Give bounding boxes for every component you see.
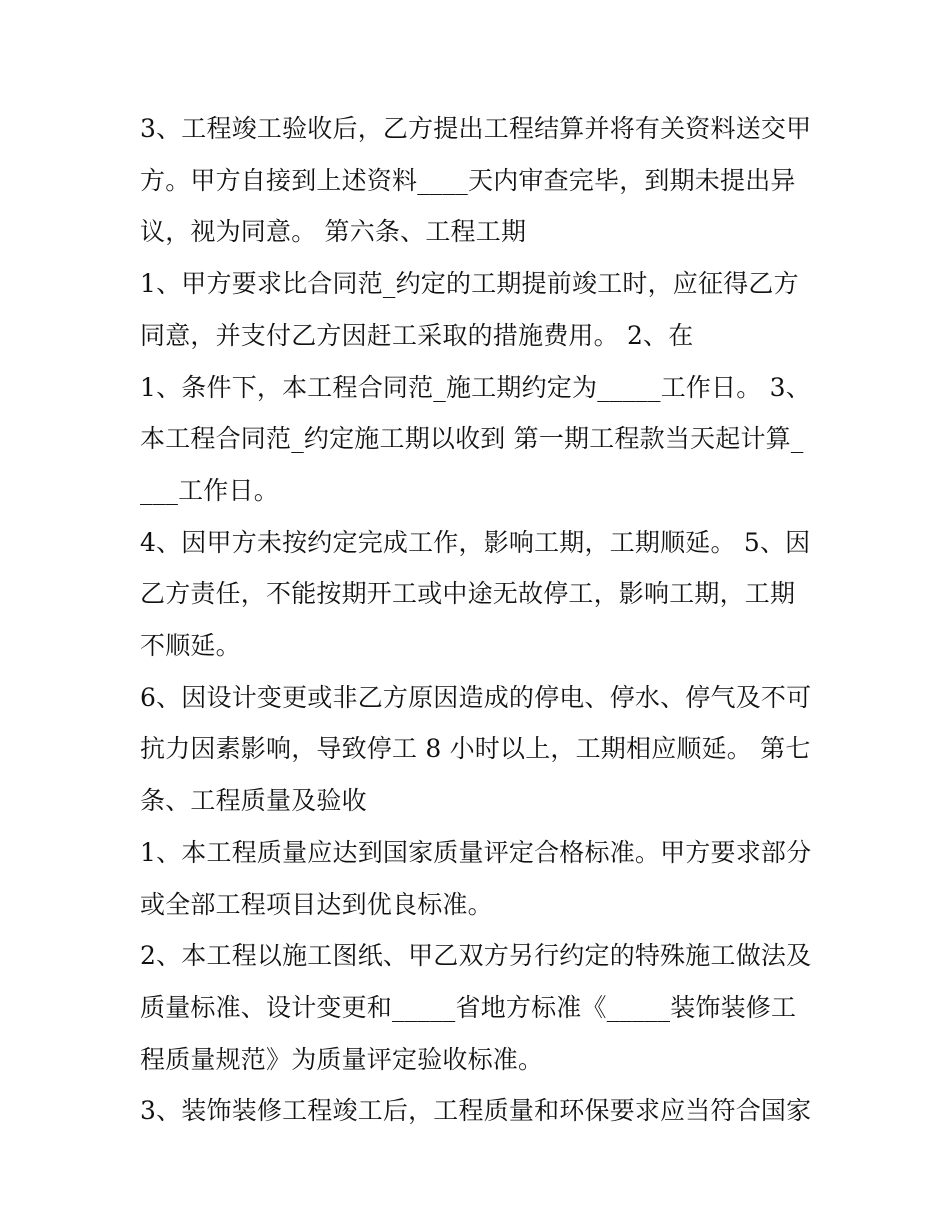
paragraph-completion-settlement: 3、工程竣工验收后，乙方提出工程结算并将有关资料送交甲方。甲方自接到上述资料____天内审查完毕，到期未提出异议，视为同意。 第六条、工程工期 xyxy=(140,114,812,247)
paragraph-environmental-requirements: 3、装饰装修工程竣工后，工程质量和环保要求应当符合国家 xyxy=(140,1096,812,1126)
paragraph-quality-standard: 1、本工程质量应达到国家质量评定合格标准。甲方要求部分或全部工程项目达到优良标准。 xyxy=(140,837,812,919)
document-body xyxy=(140,103,812,1137)
paragraph-acceptance-criteria: 2、本工程以施工图纸、甲乙双方另行约定的特殊施工做法及质量标准、设计变更和_____省地方标准《_____装饰装修工程质量规范》为质量评定验收标准。 xyxy=(140,941,812,1074)
paragraph-force-majeure: 6、因设计变更或非乙方原因造成的停电、停水、停气及不可抗力因素影响，导致停工 8 小时以上，工期相应顺延。 第七条、工程质量及验收 xyxy=(140,682,812,816)
paragraph-delay-responsibility: 4、因甲方未按约定完成工作，影响工期，工期顺延。 5、因乙方责任，不能按期开工或中途无故停工，影响工期，工期不顺延。 xyxy=(140,527,811,661)
paragraph-early-completion: 1、甲方要求比合同范_约定的工期提前竣工时，应征得乙方同意，并支付乙方因赶工采取的措施费用。 2、在 xyxy=(140,269,799,350)
paragraph-construction-period: 1、条件下，本工程合同范_施工期约定为_____工作日。 3、本工程合同范_约定施工期以收到 第一期工程款当天起计算____工作日。 xyxy=(140,372,811,505)
